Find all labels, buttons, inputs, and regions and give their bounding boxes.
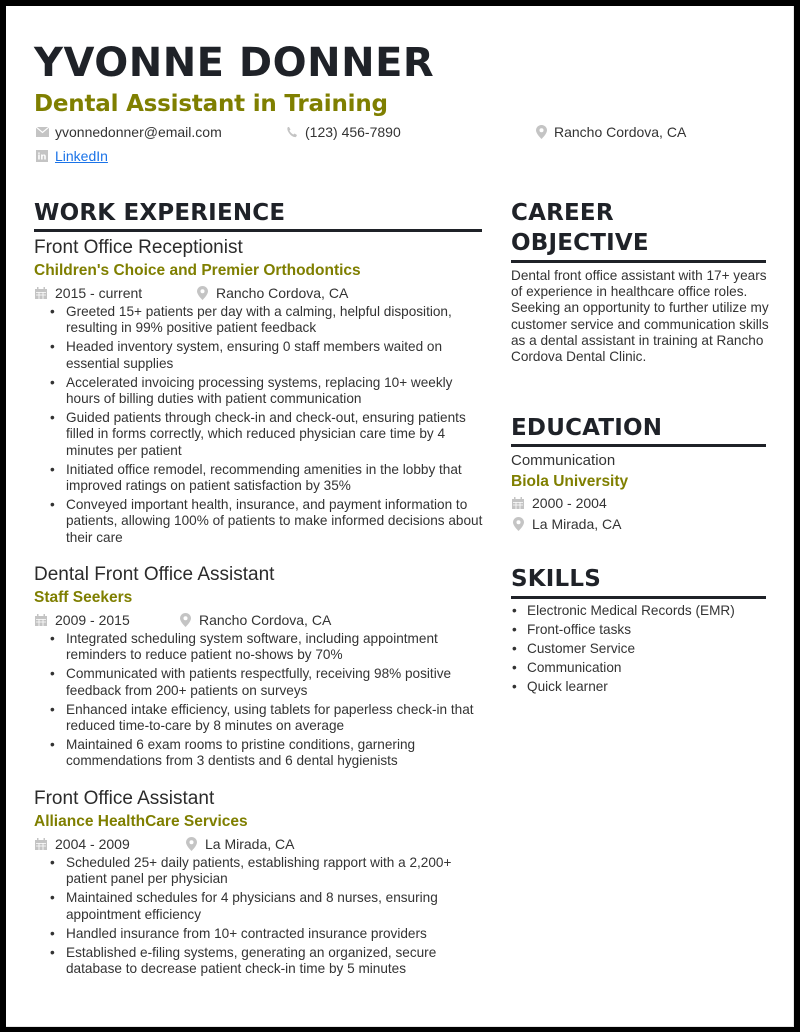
bullet-item: • Initiated office remodel, recommending amenities in the lobby that improved ratings on patient satisfaction by 35% — [34, 462, 486, 494]
resume-page — [6, 6, 794, 1027]
school-name: Biola University — [511, 473, 629, 490]
heading-line: CAREER — [511, 200, 614, 226]
bullet-item: • Handled insurance from 10+ contracted insurance providers — [34, 926, 486, 942]
bullet-item: • Integrated scheduling system software, including appointment reminders to reduce patient no-shows by 70% — [34, 631, 486, 663]
bullet-item: • Established e-filing systems, generating an organized, secure database to decrease patient check-in time by 5 minutes — [34, 945, 486, 977]
education-location: La Mirada, CA — [532, 516, 622, 532]
phone-icon — [285, 125, 299, 139]
job-entry — [34, 788, 486, 980]
bullet-item: • Enhanced intake efficiency, using tablets for paperless check-in that reduced time-to-care by 8 minutes on average — [34, 702, 486, 734]
skill-item: • Communication — [511, 660, 773, 676]
map-pin-icon — [195, 286, 209, 300]
bullet-item: • Greeted 15+ patients per day with a calming, helpful disposition, resulting in 99% positive patient feedback — [34, 304, 486, 336]
contact-location — [534, 123, 686, 141]
job-dates: 2015 - current — [55, 285, 143, 301]
job-bullets — [34, 855, 486, 977]
education-entry — [511, 452, 773, 533]
section-divider — [34, 229, 482, 232]
skill-item: • Electronic Medical Records (EMR) — [511, 603, 773, 619]
job-bullets — [34, 304, 486, 546]
job-meta — [34, 835, 486, 853]
contact-linkedin — [35, 147, 108, 165]
career-objective-heading — [511, 198, 649, 258]
education-dates-row — [511, 494, 773, 512]
envelope-icon — [35, 125, 49, 139]
bullet-item: • Guided patients through check-in and check-out, ensuring patients filled in forms correctly, which reduced physician care time by 4 minutes per patient — [34, 410, 486, 459]
bullet-item: • Scheduled 25+ daily patients, establishing rapport with a 2,200+ patient panel per physician — [34, 855, 486, 887]
job-title: Front Office Receptionist — [34, 237, 243, 258]
job-dates: 2004 - 2009 — [55, 836, 130, 852]
svg-text:in: in — [37, 152, 47, 162]
job-meta — [34, 611, 486, 629]
heading-line: OBJECTIVE — [511, 230, 649, 256]
education-location-row — [511, 515, 773, 533]
company-name: Children's Choice and Premier Orthodontics — [34, 262, 361, 279]
bullet-item: • Headed inventory system, ensuring 0 staff members waited on essential supplies — [34, 339, 486, 371]
map-pin-icon — [511, 517, 525, 531]
job-entry — [34, 237, 486, 549]
job-location: Rancho Cordova, CA — [216, 285, 349, 301]
job-title: Front Office Assistant — [34, 788, 215, 809]
job-title: Dental Front Office Assistant — [34, 564, 275, 585]
education-heading: EDUCATION — [511, 415, 663, 441]
phone-text: (123) 456-7890 — [305, 124, 401, 140]
contact-email — [35, 123, 222, 141]
location-text: Rancho Cordova, CA — [554, 124, 687, 140]
skills-heading: SKILLS — [511, 566, 602, 592]
skill-item: • Customer Service — [511, 641, 773, 657]
skills-list — [511, 603, 773, 698]
skill-item: • Front-office tasks — [511, 622, 773, 638]
job-location: La Mirada, CA — [205, 836, 295, 852]
job-location: Rancho Cordova, CA — [199, 612, 332, 628]
candidate-title: Dental Assistant in Training — [34, 91, 388, 117]
section-divider — [511, 444, 766, 447]
map-pin-icon — [178, 613, 192, 627]
company-name: Staff Seekers — [34, 589, 133, 606]
job-meta — [34, 284, 486, 302]
bullet-item: • Communicated with patients respectfully, receiving 98% positive feedback from 200+ patients on surveys — [34, 666, 486, 698]
contact-phone — [285, 123, 401, 141]
work-experience-heading: WORK EXPERIENCE — [34, 200, 286, 226]
calendar-icon — [34, 613, 48, 627]
map-pin-icon — [184, 837, 198, 851]
bullet-item: • Maintained schedules for 4 physicians and 8 nurses, ensuring appointment efficiency — [34, 890, 486, 922]
bullet-item: • Accelerated invoicing processing systems, replacing 10+ weekly hours of billing duties with patient communication — [34, 375, 486, 407]
section-divider — [511, 260, 766, 263]
bullet-item: • Conveyed important health, insurance, and payment information to patients, allowing 100% of patients to make informed decisions about their care — [34, 497, 486, 546]
job-bullets — [34, 631, 486, 770]
education-dates: 2000 - 2004 — [532, 495, 607, 511]
calendar-icon — [34, 286, 48, 300]
linkedin-icon — [35, 149, 49, 163]
map-pin-icon — [534, 125, 548, 139]
job-entry — [34, 564, 486, 773]
career-objective-text: Dental front office assistant with 17+ years of experience in healthcare office roles. Seeking an opportunity to further utilize my customer service and communication skills as a dental assistant in training at Rancho Cordova Dental Clinic. — [511, 268, 769, 365]
candidate-name: YVONNE DONNER — [34, 40, 435, 86]
calendar-icon — [511, 496, 525, 510]
email-text: yvonnedonner@email.com — [55, 124, 222, 140]
section-divider — [511, 596, 766, 599]
calendar-icon — [34, 837, 48, 851]
job-dates: 2009 - 2015 — [55, 612, 130, 628]
linkedin-link[interactable]: LinkedIn — [55, 148, 108, 164]
company-name: Alliance HealthCare Services — [34, 813, 248, 830]
skill-item: • Quick learner — [511, 679, 773, 695]
degree: Communication — [511, 452, 616, 469]
bullet-item: • Maintained 6 exam rooms to pristine conditions, garnering commendations from 3 dentists and 6 dental hygienists — [34, 737, 486, 769]
